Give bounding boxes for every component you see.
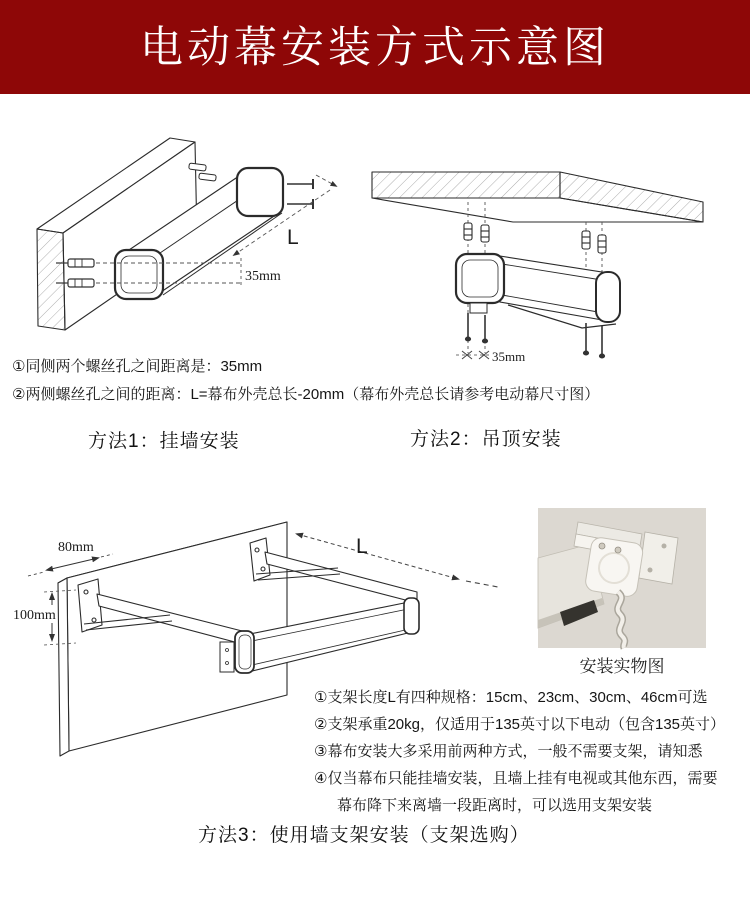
photo-motor-cap [584,536,644,597]
bracket-note-4: ④仅当幕布只能挂墙安装，且墙上挂有电视或其他东西，需要 [314,770,718,787]
method3-label: 方法3：使用墙支架安装（支架选购） [198,825,530,846]
installation-photo [538,508,706,648]
title-banner [0,0,750,94]
screw-icons [465,313,604,358]
note-screw-distance: ①同侧两个螺丝孔之间距离是：35mm [12,358,263,375]
dim-label-L: L [287,226,299,249]
anchor-icons [464,223,606,253]
bracket-note-4b: 幕布降下来离墙一段距离时，可以选用支架安装 [337,797,653,814]
dim-label-35mm: 35mm [245,269,281,284]
page-title: 电动幕安装方式示意图 [140,24,610,72]
screen-housing [456,254,620,328]
dim-label-35mm: 35mm [492,349,526,364]
bracket-note-1: ①支架长度L有四种规格：15cm、23cm、30cm、46cm可选 [314,689,708,706]
photo-caption: 安装实物图 [579,657,665,676]
dimension-35mm [456,351,491,359]
method1-label: 方法1：挂墙安装 [88,431,240,452]
dim-label-100mm: 100mm [13,608,56,623]
photo-bracket [639,532,678,584]
bracket-note-2: ②支架承重20kg，仅适用于135英寸以下电动（包含135英寸） [314,716,726,733]
method2-label: 方法2：吊顶安装 [410,429,562,450]
bracket-notes [314,684,725,819]
bracket-note-3: ③幕布安装大多采用前两种方式，一般不需要支架，请知悉 [314,743,703,760]
dim-label-L: L [356,535,368,558]
screw-icons-right [287,175,336,209]
diagram-ceiling-mount [350,145,740,390]
note-side-distance: ②两侧螺丝孔之间的距离：L=幕布外壳总长-20mm（幕布外壳总长请参考电动幕尺寸图） [12,386,600,403]
diagram-wall-mount [10,110,340,350]
ceiling-slab [372,172,703,222]
dim-label-80mm: 80mm [58,540,94,555]
